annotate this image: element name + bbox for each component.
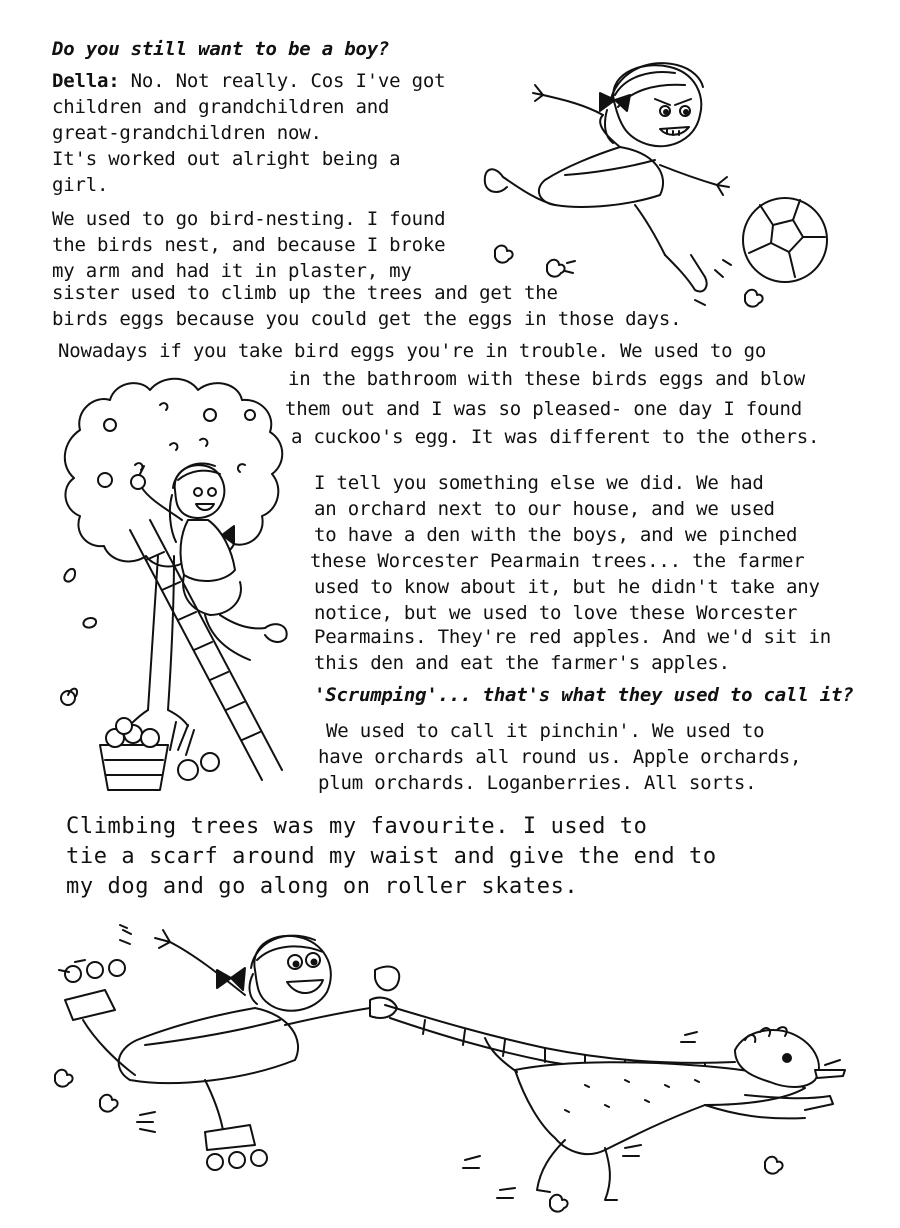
girl-on-ladder-illustration [50,370,310,800]
bathroom-line-3: a cuckoo's egg. It was different to the others. [291,426,820,448]
answer-line-5: girl. [52,174,109,196]
answer-line-2: children and grandchildren and [52,96,390,118]
orchard-line-4: these Worcester Pearmain trees... the farmer [310,550,805,572]
birds-line-5: birds eggs because you could get the eggs in those days. [52,308,682,330]
orchard-line-5: used to know about it, but he didn't take any [314,576,820,598]
climbing-line-3: my dog and go along on roller skates. [66,874,579,899]
birds-line-2: the birds nest, and because I broke [52,234,446,256]
orchard-line-3: to have a den with the boys, and we pinched [314,524,798,546]
bathroom-line-2: them out and I was so pleased- one day I found [285,398,802,420]
climbing-line-1: Climbing trees was my favourite. I used to [66,814,648,839]
pinchin-line-2: have orchards all round us. Apple orchards, [318,746,802,768]
climbing-line-2: tie a scarf around my waist and give the end to [66,844,717,869]
girl-roller-skating-dog-illustration [45,900,865,1220]
question-scrumping: 'Scrumping'... that's what they used to call it? [314,684,854,706]
answer-della [52,68,445,95]
answer-line-4: It's worked out alright being a [52,148,401,170]
pinchin-line-3: plum orchards. Loganberries. All sorts. [318,772,757,794]
orchard-line-7: Pearmains. They're red apples. And we'd sit in [314,626,831,648]
birds-line-4: sister used to climb up the trees and get the [52,282,558,304]
pinchin-line-1: We used to call it pinchin'. We used to [326,720,765,742]
orchard-line-8: this den and eat the farmer's apples. [314,652,730,674]
orchard-line-2: an orchard next to our house, and we used [314,498,775,520]
answer-line-3: great-grandchildren now. [52,122,322,144]
question-still-boy: Do you still want to be a boy? [52,38,390,60]
girl-kicking-football-illustration [455,55,835,315]
birds-line-3: my arm and had it in plaster, my [52,260,412,282]
speaker-label: Della: [52,70,120,92]
orchard-line-1: I tell you something else we did. We had [314,472,764,494]
nowadays-line: Nowadays if you take bird eggs you're in trouble. We used to go [58,340,767,362]
orchard-line-6: notice, but we used to love these Worcester [314,602,798,624]
answer-line-1: No. Not really. Cos I've got [119,70,446,92]
birds-line-1: We used to go bird-nesting. I found [52,208,446,230]
bathroom-line-1: in the bathroom with these birds eggs and blow [288,368,805,390]
